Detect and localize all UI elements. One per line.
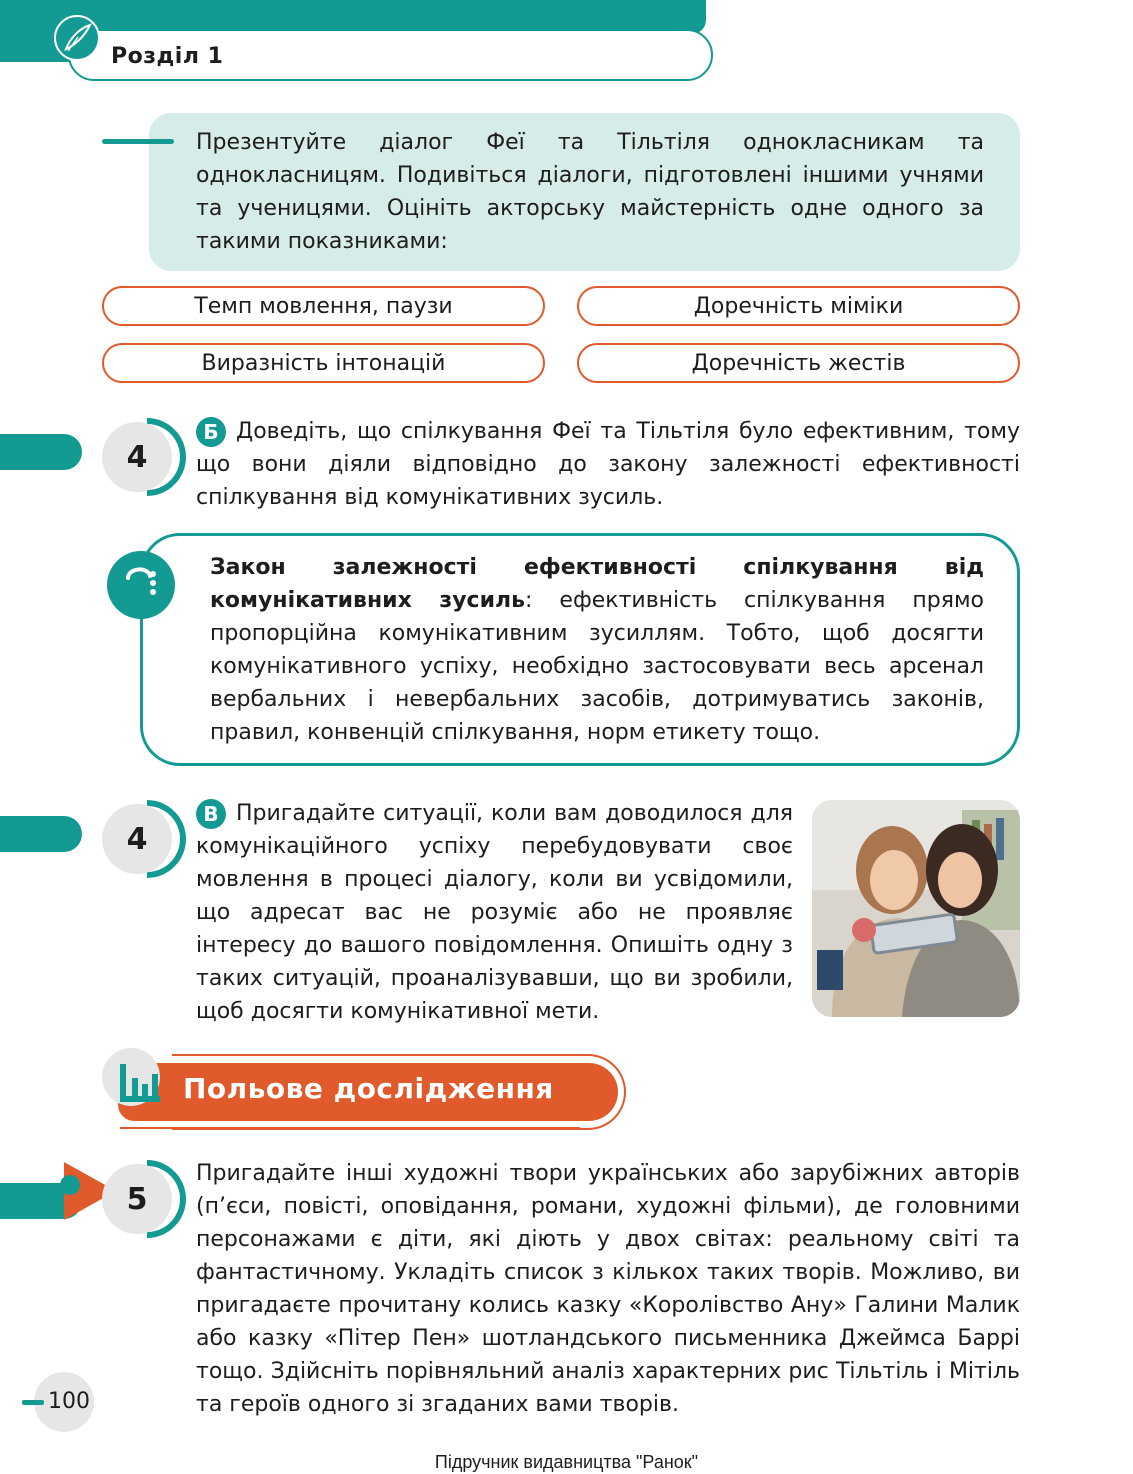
section-title: Польове дослідження xyxy=(183,1072,554,1105)
task-b-body: Доведіть, що спілкування Феї та Тільтіля було ефективним, тому що вони діяли відповідно до закону залежності ефективності спілкування від комунікативних зусиль. xyxy=(196,419,1020,510)
task-5-text: Пригадайте інші художні твори українських або зарубіжних авторів (п’єси, повісті, оповідання, романи, художні фільми), де головними персонажами є діти, які діють у двох світах: реальному світі та фантастичному. Укладіть список з кількох таких творів. Можливо, ви пригадаєте прочитану колись казку «Королівство Ану» Галини Малик або казку «Пітер Пен» шотландського письменника Джеймса Баррі тощо. Здійсніть порівняльний аналіз характерних рис Тільтіль і Мітіль та героїв одного зі згаданих вами творів. xyxy=(196,1161,1020,1417)
criterion-pill: Темп мовлення, паузи xyxy=(102,286,545,326)
bar-chart-icon xyxy=(118,1062,162,1104)
feather-icon xyxy=(54,15,100,61)
publisher-footer: Підручник видавництва "Ранок" xyxy=(434,1452,699,1472)
task-b-text xyxy=(196,415,1020,514)
law-definition: : ефективність спілкування прямо пропорційна комунікативним зусиллям. Тобто, щоб досягти комунікативного успіху, необхідно застосовувати весь арсенал вербальних і невербальних засобів, дотримуватись законів, правил, конвенцій спілкування, норм етикету тощо. xyxy=(210,588,985,745)
task-marker-bar xyxy=(0,434,82,470)
task-number: 4 xyxy=(102,804,172,874)
students-photo xyxy=(812,800,1020,1017)
page-number: 100 xyxy=(48,1389,90,1414)
task-number: 5 xyxy=(102,1164,172,1234)
criterion-pill: Доречність жестів xyxy=(577,343,1020,383)
law-text xyxy=(210,551,984,749)
task-number: 4 xyxy=(102,422,172,492)
task-badge: В xyxy=(196,799,226,829)
section-heading-underline xyxy=(120,1127,580,1129)
task-v-text xyxy=(196,797,793,1028)
law-term: Закон залежності ефективності спілкування від комунікативних зусиль xyxy=(210,555,984,613)
intro-marker xyxy=(102,139,174,144)
task-v-body: Пригадайте ситуації, коли вам доводилося для комунікаційного успіху перебудовувати своє мовлення в процесі діалогу, коли ви усвідомили, що адресат вас не розуміє або не проявляє інтересу до вашого повідомлення. Опишіть одну з таких ситуацій, проаналізувавши, що ви зробили, щоб досягти комунікативної мети. xyxy=(196,801,793,1024)
section-label: Розділ 1 xyxy=(111,44,224,69)
question-icon xyxy=(104,548,178,622)
intro-text: Презентуйте діалог Феї та Тільтіля однокласникам та однокласницям. Подивіться діалоги, підготовлені іншими учнями та ученицями. Оцініть акторську майстерність одне одного за такими показниками: xyxy=(196,130,984,254)
page-number-marker xyxy=(22,1400,44,1405)
criterion-pill: Доречність міміки xyxy=(577,286,1020,326)
task-marker-bar xyxy=(0,816,82,852)
criterion-pill: Виразність інтонацій xyxy=(102,343,545,383)
task-badge: Б xyxy=(196,417,226,447)
